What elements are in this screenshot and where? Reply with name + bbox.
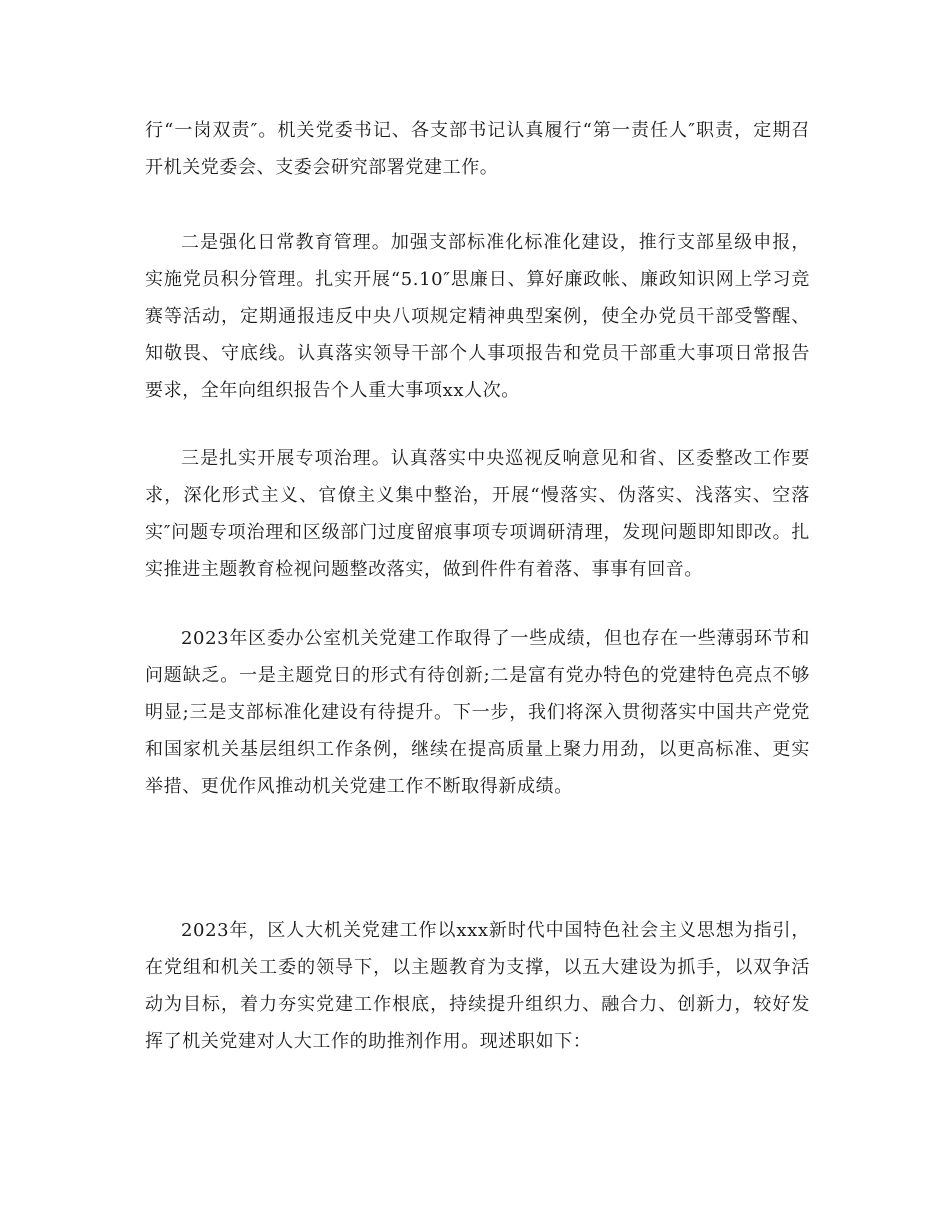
paragraph-education-management: 二是强化日常教育管理。加强支部标准化标准化建设，推行支部星级申报，实施党员积分管理。扎实开展“5.10″思廉日、算好廉政帐、廉政知识网上学习竞赛等活动，定期通报违反中央八项规定精神典型案例，使全办党员干部受警醒、知敬畏、守底线。认真落实领导干部个人事项报告和党员干部重大事项日常报告要求，全年向组织报告个人重大事项xx人次。 (145, 232, 810, 401)
paragraph-special-governance: 三是扎实开展专项治理。认真落实中央巡视反响意见和省、区委整改工作要求，深化形式主义、官僚主义集中整治，开展“慢落实、伪落实、浅落实、空落实″问题专项治理和区级部门过度留痕事项专项调研清理，发现问题即知即改。扎实推进主题教育检视问题整改落实，做到件件有着落、事事有回音。 (145, 448, 810, 580)
paragraph-continued: 行“一岗双责″。机关党委书记、各支部书记认真履行“第一责任人″职责，定期召开机关党委会、支委会研究部署党建工作。 (145, 120, 810, 178)
paragraph-npc-intro: 2023年，区人大机关党建工作以xxx新时代中国特色社会主义思想为指引，在党组和机关工委的领导下，以主题教育为支撑，以五大建设为抓手，以双争活动为目标，着力夯实党建工作根底，持续提升组织力、融合力、创新力，较好发挥了机关党建对人大工作的助推剂作用。现述职如下： (145, 920, 810, 1052)
paragraph-summary-2023: 2023年区委办公室机关党建工作取得了一些成绩，但也存在一些薄弱环节和问题缺乏。一是主题党日的形式有待创新;二是富有党办特色的党建特色亮点不够明显;三是支部标准化建设有待提升。下一步，我们将深入贯彻落实中国共产党党和国家机关基层组织工作条例，继续在提高质量上聚力用劲，以更高标准、更实举措、更优作风推动机关党建工作不断取得新成绩。 (145, 628, 810, 797)
